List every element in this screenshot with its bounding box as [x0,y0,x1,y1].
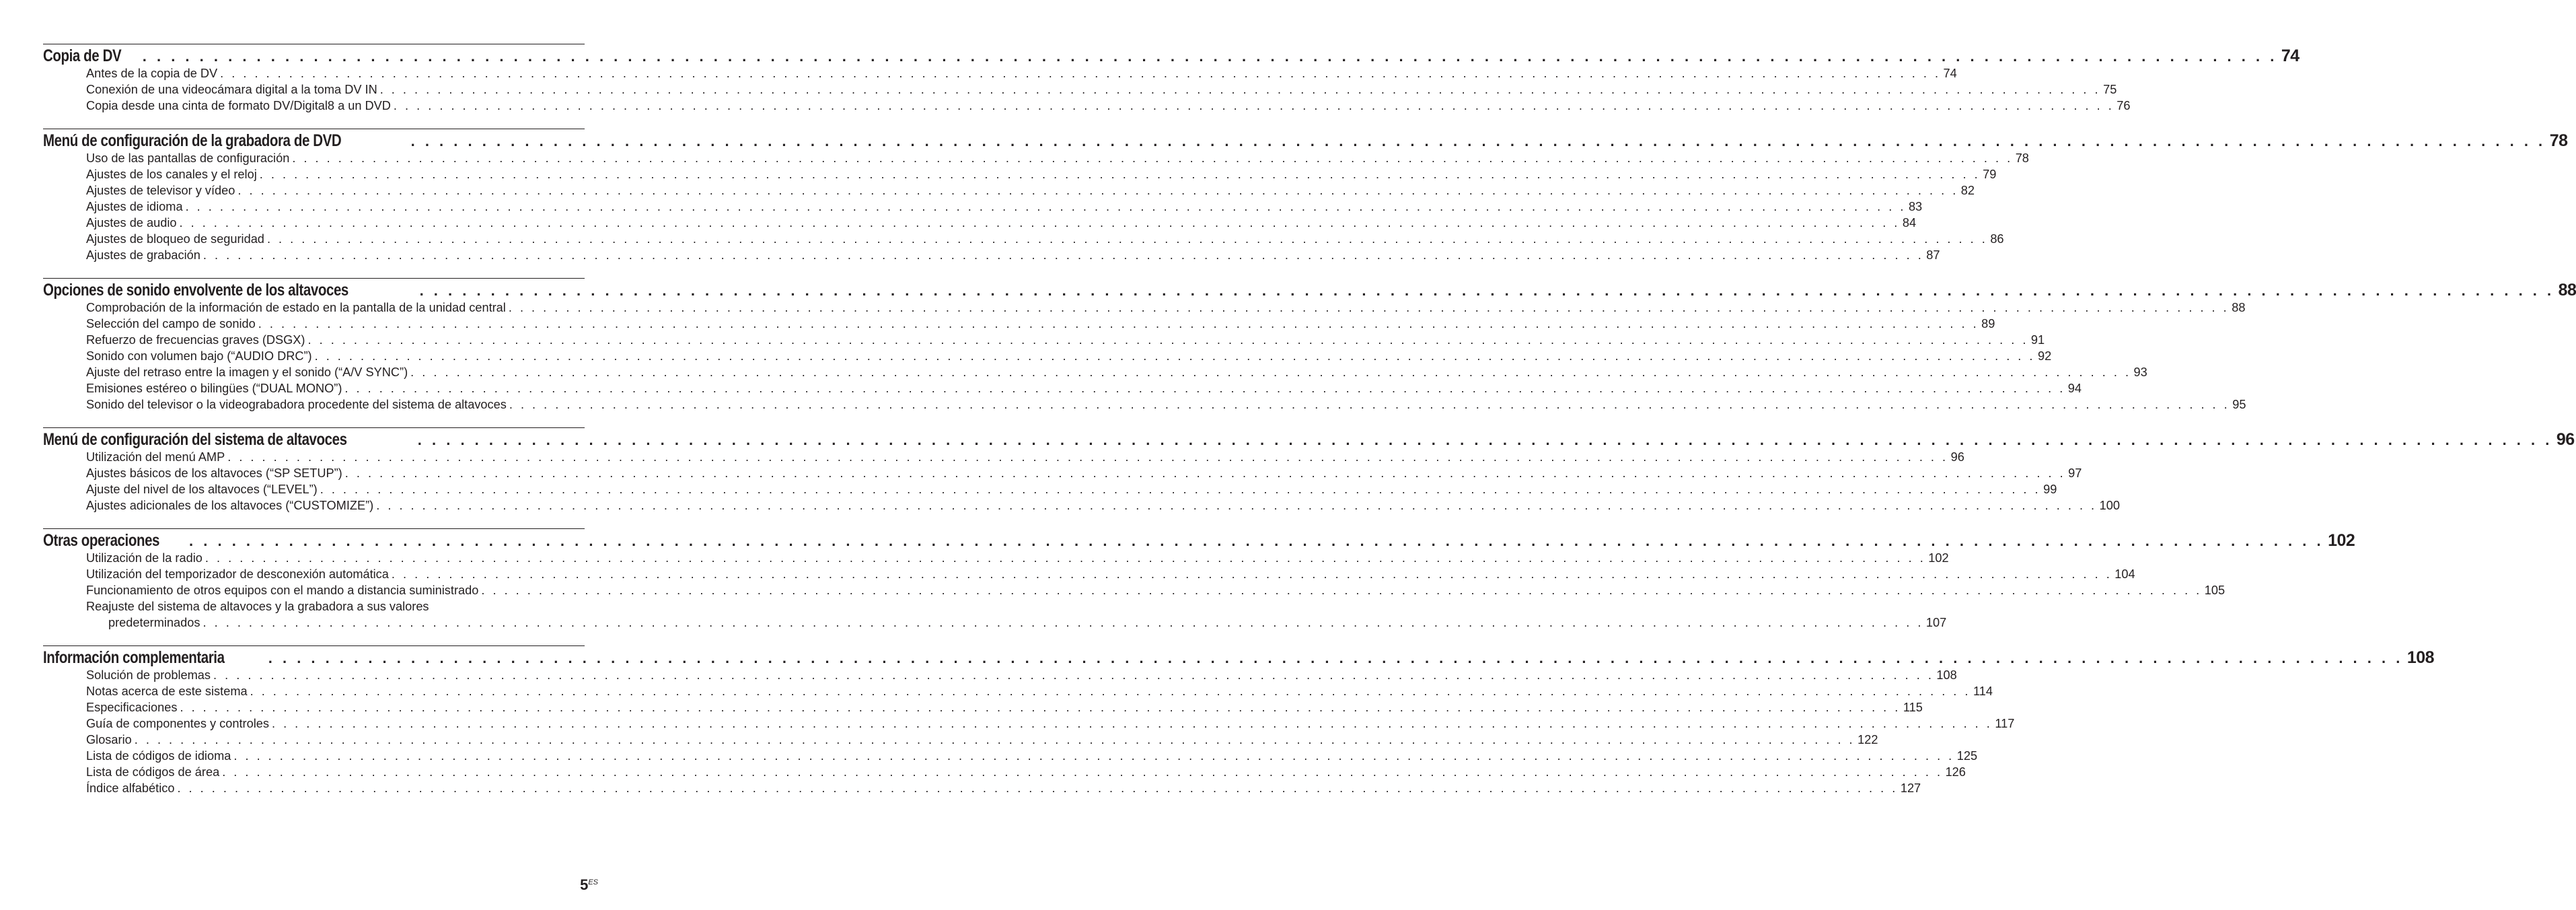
section-page-number: 102 [2328,531,2355,550]
toc-entry-continuation[interactable] [86,616,1947,632]
entry-page-number: 86 [1990,232,2004,246]
toc-section [43,528,2355,632]
entry-label: Notas acerca de este sistema [86,685,248,698]
entry-label: Glosario [86,733,132,746]
entry-page-number: 87 [1926,248,1940,262]
toc-section [43,44,2299,115]
entry-page-number: 75 [2103,83,2117,96]
toc-entry[interactable] [86,551,1949,567]
entry-page-number: 108 [1936,668,1957,682]
entry-label: Funcionamiento de otros equipos con el mando a distancia suministrado [86,584,479,597]
entry-page-number: 99 [2043,483,2057,496]
page-number [580,876,598,894]
dot-leader: . . . . . . . . . . . . . . . . . . . . . . . . . . . . . . . . . . . . . . . . . . . . . . . . . . . . . . . . . . . . . . . . . . . . . . . . . . . . . . . . . . . . . . . . . . . . . . . . . . . . . . . . . . . . . . . . . . . . . . . . . . . . . . . . . . . . . . . . . . . . . . . . . . . . . . [142,48,2277,65]
dot-leader: . . . . . . . . . . . . . . . . . . . . . . . . . . . . . . . . . . . . . . . . . . . . . . . . . . . . . . . . . . . . . . . . . . . . . . . . . . . . . . . . . . . . . . . . . . . . . . . . . . . . . . . . . . . . . . . . . . . . . . . . . . . . . . . . . . . . . . . . . . . . . . . . . . . . . . [393,99,2114,112]
toc-entry[interactable] [86,333,2045,349]
section-entries [43,668,2015,798]
dot-leader: . . . . . . . . . . . . . . . . . . . . . . . . . . . . . . . . . . . . . . . . . . . . . . . . . . . . . . . . . . . . . . . . . . . . . . . . . . . . . . . . . . . . . . . . . . . . . . . . . . . . . . . . . . . . . . . . . . . . . . . . . . . . . . . . . . . . . . . . . . . . . . . . . . . . . . [268,650,2403,666]
dot-leader: . . . . . . . . . . . . . . . . . . . . . . . . . . . . . . . . . . . . . . . . . . . . . . . . . . . . . . . . . . . . . . . . . . . . . . . . . . . . . . . . . . . . . . . . . . . . . . . . . . . . . . . . . . . . . . . . . . . . . . . . . . . . . . . . . . . . . . . . . . . . . . . . . . . . . . [344,466,2066,480]
entry-label: Lista de códigos de área [86,765,220,779]
entry-label: Refuerzo de frecuencias graves (DSGX) [86,333,305,347]
dot-leader: . . . . . . . . . . . . . . . . . . . . . . . . . . . . . . . . . . . . . . . . . . . . . . . . . . . . . . . . . . . . . . . . . . . . . . . . . . . . . . . . . . . . . . . . . . . . . . . . . . . . . . . . . . . . . . . . . . . . . . . . . . . . . . . . . . . . . . . . . . . . . . . . . . . . . . [379,83,2101,96]
entry-page-number: 96 [1950,450,1964,464]
entry-label: Solución de problemas [86,668,211,682]
entry-page-number: 117 [1995,717,2015,730]
entry-page-number: 94 [2067,382,2082,395]
toc-section [43,427,2575,515]
entry-label: Ajustes adicionales de los altavoces (“CUSTOMIZE”) [86,499,374,512]
dot-leader: . . . . . . . . . . . . . . . . . . . . . . . . . . . . . . . . . . . . . . . . . . . . . . . . . . . . . . . . . . . . . . . . . . . . . . . . . . . . . . . . . . . . . . . . . . . . . . . . . . . . . . . . . . . . . . . . . . . . . . . . . . . . . . . . . . . . . . . . . . . . . . . . . . . . . . [258,317,1979,330]
section-title: Opciones de sonido envolvente de los altavoces [43,281,348,300]
entry-label: Conexión de una videocámara digital a la toma DV IN [86,83,377,96]
dot-leader: . . . . . . . . . . . . . . . . . . . . . . . . . . . . . . . . . . . . . . . . . . . . . . . . . . . . . . . . . . . . . . . . . . . . . . . . . . . . . . . . . . . . . . . . . . . . . . . . . . . . . . . . . . . . . . . . . . . . . . . . . . . . . . . . . . . . . . . . . . . . . . . . . . . . . . [292,151,2013,165]
entry-label: Utilización del menú AMP [86,450,225,464]
dot-leader: . . . . . . . . . . . . . . . . . . . . . . . . . . . . . . . . . . . . . . . . . . . . . . . . . . . . . . . . . . . . . . . . . . . . . . . . . . . . . . . . . . . . . . . . . . . . . . . . . . . . . . . . . . . . . . . . . . . . . . . . . . . . . . . . . . . . . . . . . . . . . . . . . . . . . . [344,382,2065,395]
toc-entry[interactable] [86,365,2147,382]
entry-label: Sonido del televisor o la videograbadora procedente del sistema de altavoces [86,398,507,411]
toc-entry[interactable] [86,733,1878,749]
toc-section [43,278,2576,414]
toc-entry[interactable] [86,765,1966,781]
entry-label: Ajustes de audio [86,216,177,230]
section-page-number: 78 [2549,131,2568,150]
entry-label: Reajuste del sistema de altavoces y la grabadora a sus valores [86,600,429,613]
dot-leader: . . . . . . . . . . . . . . . . . . . . . . . . . . . . . . . . . . . . . . . . . . . . . . . . . . . . . . . . . . . . . . . . . . . . . . . . . . . . . . . . . . . . . . . . . . . . . . . . . . . . . . . . . . . . . . . . . . . . . . . . . . . . . . . . . . . . . . . . . . . . . . . . . . . . . . [250,685,1971,698]
toc-entry[interactable] [86,317,1995,333]
entry-page-number: 78 [2015,151,2029,165]
entry-label: Especificaciones [86,701,178,714]
entry-label: Ajustes de bloqueo de seguridad [86,232,264,246]
dot-leader: . . . . . . . . . . . . . . . . . . . . . . . . . . . . . . . . . . . . . . . . . . . . . . . . . . . . . . . . . . . . . . . . . . . . . . . . . . . . . . . . . . . . . . . . . . . . . . . . . . . . . . . . . . . . . . . . . . . . . . . . . . . . . . . . . . . . . . . . . . . . . . . . . . . . . . [419,282,2554,299]
page-number-value: 5 [580,876,589,893]
section-title: Información complementaria [43,648,225,667]
toc-entry[interactable] [86,184,1975,200]
entry-label: Índice alfabético [86,781,175,795]
section-title: Menú de configuración de la grabadora de DVD [43,131,342,150]
toc-section [43,645,2435,798]
dot-leader: . . . . . . . . . . . . . . . . . . . . . . . . . . . . . . . . . . . . . . . . . . . . . . . . . . . . . . . . . . . . . . . . . . . . . . . . . . . . . . . . . . . . . . . . . . . . . . . . . . . . . . . . . . . . . . . . . . . . . . . . . . . . . . . . . . . . . . . . . . . . . . . . . . . . . . [417,431,2552,448]
entry-page-number: 79 [1983,168,1997,181]
dot-leader: . . . . . . . . . . . . . . . . . . . . . . . . . . . . . . . . . . . . . . . . . . . . . . . . . . . . . . . . . . . . . . . . . . . . . . . . . . . . . . . . . . . . . . . . . . . . . . . . . . . . . . . . . . . . . . . . . . . . . . . . . . . . . . . . . . . . . . . . . . . . . . . . . . . . . . [227,450,1948,464]
toc-entry[interactable] [86,216,1917,232]
dot-leader: . . . . . . . . . . . . . . . . . . . . . . . . . . . . . . . . . . . . . . . . . . . . . . . . . . . . . . . . . . . . . . . . . . . . . . . . . . . . . . . . . . . . . . . . . . . . . . . . . . . . . . . . . . . . . . . . . . . . . . . . . . . . . . . . . . . . . . . . . . . . . . . . . . . . . . [509,398,2230,411]
dot-leader: . . . . . . . . . . . . . . . . . . . . . . . . . . . . . . . . . . . . . . . . . . . . . . . . . . . . . . . . . . . . . . . . . . . . . . . . . . . . . . . . . . . . . . . . . . . . . . . . . . . . . . . . . . . . . . . . . . . . . . . . . . . . . . . . . . . . . . . . . . . . . . . . . . . . . . [180,701,1901,714]
dot-leader: . . . . . . . . . . . . . . . . . . . . . . . . . . . . . . . . . . . . . . . . . . . . . . . . . . . . . . . . . . . . . . . . . . . . . . . . . . . . . . . . . . . . . . . . . . . . . . . . . . . . . . . . . . . . . . . . . . . . . . . . . . . . . . . . . . . . . . . . . . . . . . . . . . . . . . [233,749,1954,763]
entry-label: Copia desde una cinta de formato DV/Digital8 a un DVD [86,99,391,112]
toc-entry[interactable] [86,151,2029,168]
toc-entry[interactable] [86,301,2246,317]
section-entries [43,450,2120,515]
entry-page-number: 97 [2068,466,2082,480]
toc-entry[interactable] [86,749,1978,765]
entry-page-number: 88 [2232,301,2246,314]
entry-page-number: 104 [2114,567,2135,581]
toc-entry[interactable] [86,83,2117,99]
section-entries [43,551,2225,632]
section-heading[interactable] [43,430,2575,450]
section-page-number: 74 [2281,46,2299,65]
entry-label: Lista de códigos de idioma [86,749,231,763]
entry-page-number: 93 [2133,365,2147,379]
entry-page-number: 74 [1943,67,1957,80]
entry-page-number: 114 [1973,685,1993,698]
entry-page-number: 89 [1981,317,1995,330]
entry-page-number: 125 [1956,749,1978,763]
entry-page-number: 107 [1925,616,1947,629]
dot-leader: . . . . . . . . . . . . . . . . . . . . . . . . . . . . . . . . . . . . . . . . . . . . . . . . . . . . . . . . . . . . . . . . . . . . . . . . . . . . . . . . . . . . . . . . . . . . . . . . . . . . . . . . . . . . . . . . . . . . . . . . . . . . . . . . . . . . . . . . . . . . . . . . . . . . . . [307,333,2028,347]
dot-leader: . . . . . . . . . . . . . . . . . . . . . . . . . . . . . . . . . . . . . . . . . . . . . . . . . . . . . . . . . . . . . . . . . . . . . . . . . . . . . . . . . . . . . . . . . . . . . . . . . . . . . . . . . . . . . . . . . . . . . . . . . . . . . . . . . . . . . . . . . . . . . . . . . . . . . . [266,232,1988,246]
section-entries [43,151,2029,265]
section-page-number: 108 [2406,648,2435,667]
entry-page-number: 100 [2099,499,2120,512]
section-page-number: 88 [2558,281,2576,300]
dot-leader: . . . . . . . . . . . . . . . . . . . . . . . . . . . . . . . . . . . . . . . . . . . . . . . . . . . . . . . . . . . . . . . . . . . . . . . . . . . . . . . . . . . . . . . . . . . . . . . . . . . . . . . . . . . . . . . . . . . . . . . . . . . . . . . . . . . . . . . . . . . . . . . . . . . . . . [376,499,2097,512]
entry-label: Sonido con volumen bajo (“AUDIO DRC”) [86,349,312,363]
dot-leader: . . . . . . . . . . . . . . . . . . . . . . . . . . . . . . . . . . . . . . . . . . . . . . . . . . . . . . . . . . . . . . . . . . . . . . . . . . . . . . . . . . . . . . . . . . . . . . . . . . . . . . . . . . . . . . . . . . . . . . . . . . . . . . . . . . . . . . . . . . . . . . . . . . . . . . [205,551,1926,565]
table-of-contents [43,44,2576,811]
entry-page-number: 92 [2037,349,2052,363]
entry-label: Comprobación de la información de estado en la pantalla de la unidad central [86,301,506,314]
section-heading[interactable] [43,281,2576,301]
entry-page-number: 105 [2204,584,2225,597]
entry-label: Ajuste del retraso entre la imagen y el sonido (“A/V SYNC”) [86,365,408,379]
dot-leader: . . . . . . . . . . . . . . . . . . . . . . . . . . . . . . . . . . . . . . . . . . . . . . . . . . . . . . . . . . . . . . . . . . . . . . . . . . . . . . . . . . . . . . . . . . . . . . . . . . . . . . . . . . . . . . . . . . . . . . . . . . . . . . . . . . . . . . . . . . . . . . . . . . . . . . [177,781,1898,795]
section-heading[interactable] [43,648,2435,668]
entry-page-number: 122 [1857,733,1878,746]
entry-label: Emisiones estéreo o bilingües (“DUAL MONO”) [86,382,342,395]
section-heading[interactable] [43,46,2299,67]
dot-leader: . . . . . . . . . . . . . . . . . . . . . . . . . . . . . . . . . . . . . . . . . . . . . . . . . . . . . . . . . . . . . . . . . . . . . . . . . . . . . . . . . . . . . . . . . . . . . . . . . . . . . . . . . . . . . . . . . . . . . . . . . . . . . . . . . . . . . . . . . . . . . . . . . . . . . . [410,365,2131,379]
entry-label: Guía de componentes y controles [86,717,269,730]
entry-label: Ajustes básicos de los altavoces (“SP SETUP”) [86,466,342,480]
toc-entry[interactable] [86,200,1923,216]
dot-leader: . . . . . . . . . . . . . . . . . . . . . . . . . . . . . . . . . . . . . . . . . . . . . . . . . . . . . . . . . . . . . . . . . . . . . . . . . . . . . . . . . . . . . . . . . . . . . . . . . . . . . . . . . . . . . . . . . . . . . . . . . . . . . . . . . . . . . . . . . . . . . . . . . . . . . . [314,349,2035,363]
entry-label: Selección del campo de sonido [86,317,256,330]
entry-label: Ajustes de grabación [86,248,200,262]
toc-entry[interactable] [86,483,2057,499]
dot-leader: . . . . . . . . . . . . . . . . . . . . . . . . . . . . . . . . . . . . . . . . . . . . . . . . . . . . . . . . . . . . . . . . . . . . . . . . . . . . . . . . . . . . . . . . . . . . . . . . . . . . . . . . . . . . . . . . . . . . . . . . . . . . . . . . . . . . . . . . . . . . . . . . . . . . . . [213,668,1934,682]
section-title: Menú de configuración del sistema de altavoces [43,430,347,449]
toc-entry[interactable] [86,450,1964,466]
toc-entry[interactable] [86,701,1923,717]
dot-leader: . . . . . . . . . . . . . . . . . . . . . . . . . . . . . . . . . . . . . . . . . . . . . . . . . . . . . . . . . . . . . . . . . . . . . . . . . . . . . . . . . . . . . . . . . . . . . . . . . . . . . . . . . . . . . . . . . . . . . . . . . . . . . . . . . . . . . . . . . . . . . . . . . . . . . . [185,200,1906,213]
toc-entry[interactable] [86,99,2131,115]
toc-entry[interactable] [86,567,2135,584]
toc-entry[interactable] [86,466,2082,483]
entry-page-number: 102 [1928,551,1949,565]
section-entries [43,67,2131,115]
toc-entry[interactable] [86,349,2052,365]
entry-label: Ajustes de los canales y el reloj [86,168,257,181]
dot-leader: . . . . . . . . . . . . . . . . . . . . . . . . . . . . . . . . . . . . . . . . . . . . . . . . . . . . . . . . . . . . . . . . . . . . . . . . . . . . . . . . . . . . . . . . . . . . . . . . . . . . . . . . . . . . . . . . . . . . . . . . . . . . . . . . . . . . . . . . . . . . . . . . . . . . . . [391,567,2112,581]
toc-entry[interactable] [86,168,1997,184]
dot-leader: . . . . . . . . . . . . . . . . . . . . . . . . . . . . . . . . . . . . . . . . . . . . . . . . . . . . . . . . . . . . . . . . . . . . . . . . . . . . . . . . . . . . . . . . . . . . . . . . . . . . . . . . . . . . . . . . . . . . . . . . . . . . . . . . . . . . . . . . . . . . . . . . . . . . . . [259,168,1981,181]
section-page-number: 96 [2556,430,2575,449]
dot-leader: . . . . . . . . . . . . . . . . . . . . . . . . . . . . . . . . . . . . . . . . . . . . . . . . . . . . . . . . . . . . . . . . . . . . . . . . . . . . . . . . . . . . . . . . . . . . . . . . . . . . . . . . . . . . . . . . . . . . . . . . . . . . . . . . . . . . . . . . . . . . . . . . . . . . . . [237,184,1958,197]
dot-leader: . . . . . . . . . . . . . . . . . . . . . . . . . . . . . . . . . . . . . . . . . . . . . . . . . . . . . . . . . . . . . . . . . . . . . . . . . . . . . . . . . . . . . . . . . . . . . . . . . . . . . . . . . . . . . . . . . . . . . . . . . . . . . . . . . . . . . . . . . . . . . . . . . . . . . . [222,765,1943,779]
toc-entry[interactable] [86,499,2120,515]
toc-entry[interactable] [86,248,1940,265]
toc-entry[interactable] [86,781,1921,798]
dot-leader: . . . . . . . . . . . . . . . . . . . . . . . . . . . . . . . . . . . . . . . . . . . . . . . . . . . . . . . . . . . . . . . . . . . . . . . . . . . . . . . . . . . . . . . . . . . . . . . . . . . . . . . . . . . . . . . . . . . . . . . . . . . . . . . . . . . . . . . . . . . . . . . . . . . . . . [410,133,2546,149]
dot-leader: . . . . . . . . . . . . . . . . . . . . . . . . . . . . . . . . . . . . . . . . . . . . . . . . . . . . . . . . . . . . . . . . . . . . . . . . . . . . . . . . . . . . . . . . . . . . . . . . . . . . . . . . . . . . . . . . . . . . . . . . . . . . . . . . . . . . . . . . . . . . . . . . . . . . . . [271,717,1993,730]
entry-label: Utilización de la radio [86,551,203,565]
section-heading[interactable] [43,531,2355,551]
entry-page-number: 126 [1945,765,1966,779]
entry-page-number: 95 [2232,398,2246,411]
toc-entry[interactable] [86,668,1957,685]
dot-leader: . . . . . . . . . . . . . . . . . . . . . . . . . . . . . . . . . . . . . . . . . . . . . . . . . . . . . . . . . . . . . . . . . . . . . . . . . . . . . . . . . . . . . . . . . . . . . . . . . . . . . . . . . . . . . . . . . . . . . . . . . . . . . . . . . . . . . . . . . . . . . . . . . . . . . . [134,733,1855,746]
entry-label: predeterminados [108,616,200,629]
dot-leader: . . . . . . . . . . . . . . . . . . . . . . . . . . . . . . . . . . . . . . . . . . . . . . . . . . . . . . . . . . . . . . . . . . . . . . . . . . . . . . . . . . . . . . . . . . . . . . . . . . . . . . . . . . . . . . . . . . . . . . . . . . . . . . . . . . . . . . . . . . . . . . . . . . . . . . [508,301,2230,314]
toc-entry[interactable] [86,584,2225,600]
toc-entry[interactable] [86,685,1993,701]
section-entries [43,301,2246,414]
page-number-suffix: ES [588,878,598,886]
toc-entry[interactable] [86,717,2015,733]
toc-entry[interactable] [86,382,2082,398]
entry-label: Uso de las pantallas de configuración [86,151,290,165]
toc-entry[interactable] [86,67,1957,83]
section-heading[interactable] [43,131,2568,151]
dot-leader: . . . . . . . . . . . . . . . . . . . . . . . . . . . . . . . . . . . . . . . . . . . . . . . . . . . . . . . . . . . . . . . . . . . . . . . . . . . . . . . . . . . . . . . . . . . . . . . . . . . . . . . . . . . . . . . . . . . . . . . . . . . . . . . . . . . . . . . . . . . . . . . . . . . . . . [481,584,2202,597]
entry-label: Antes de la copia de DV [86,67,218,80]
entry-page-number: 91 [2030,333,2045,347]
entry-label: Ajustes de televisor y vídeo [86,184,235,197]
toc-entry[interactable] [86,398,2246,414]
dot-leader: . . . . . . . . . . . . . . . . . . . . . . . . . . . . . . . . . . . . . . . . . . . . . . . . . . . . . . . . . . . . . . . . . . . . . . . . . . . . . . . . . . . . . . . . . . . . . . . . . . . . . . . . . . . . . . . . . . . . . . . . . . . . . . . . . . . . . . . . . . . . . . . . . . . . . . [179,216,1900,230]
entry-page-number: 127 [1900,781,1921,795]
toc-entry[interactable] [86,600,585,616]
dot-leader: . . . . . . . . . . . . . . . . . . . . . . . . . . . . . . . . . . . . . . . . . . . . . . . . . . . . . . . . . . . . . . . . . . . . . . . . . . . . . . . . . . . . . . . . . . . . . . . . . . . . . . . . . . . . . . . . . . . . . . . . . . . . . . . . . . . . . . . . . . . . . . . . . . . . . . [320,483,2041,496]
dot-leader: . . . . . . . . . . . . . . . . . . . . . . . . . . . . . . . . . . . . . . . . . . . . . . . . . . . . . . . . . . . . . . . . . . . . . . . . . . . . . . . . . . . . . . . . . . . . . . . . . . . . . . . . . . . . . . . . . . . . . . . . . . . . . . . . . . . . . . . . . . . . . . . . . . . . . . [203,248,1924,262]
section-title: Copia de DV [43,46,122,65]
entry-page-number: 82 [1960,184,1975,197]
entry-label: Ajustes de idioma [86,200,183,213]
entry-page-number: 84 [1902,216,1917,230]
entry-page-number: 115 [1903,701,1923,714]
dot-leader: . . . . . . . . . . . . . . . . . . . . . . . . . . . . . . . . . . . . . . . . . . . . . . . . . . . . . . . . . . . . . . . . . . . . . . . . . . . . . . . . . . . . . . . . . . . . . . . . . . . . . . . . . . . . . . . . . . . . . . . . . . . . . . . . . . . . . . . . . . . . . . . . . . . . . . [220,67,1941,80]
entry-page-number: 83 [1908,200,1923,213]
dot-leader: . . . . . . . . . . . . . . . . . . . . . . . . . . . . . . . . . . . . . . . . . . . . . . . . . . . . . . . . . . . . . . . . . . . . . . . . . . . . . . . . . . . . . . . . . . . . . . . . . . . . . . . . . . . . . . . . . . . . . . . . . . . . . . . . . . . . . . . . . . . . . . . . . . . . . . [189,532,2324,549]
toc-entry[interactable] [86,232,2004,248]
entry-label: Ajuste del nivel de los altavoces (“LEVEL”) [86,483,318,496]
entry-label: Utilización del temporizador de desconexión automática [86,567,389,581]
dot-leader: . . . . . . . . . . . . . . . . . . . . . . . . . . . . . . . . . . . . . . . . . . . . . . . . . . . . . . . . . . . . . . . . . . . . . . . . . . . . . . . . . . . . . . . . . . . . . . . . . . . . . . . . . . . . . . . . . . . . . . . . . . . . . . . . . . . . . . . . . . . . . . . . . . . . . . [203,616,1923,629]
section-title: Otras operaciones [43,531,160,550]
entry-page-number: 76 [2117,99,2131,112]
toc-section [43,129,2568,265]
